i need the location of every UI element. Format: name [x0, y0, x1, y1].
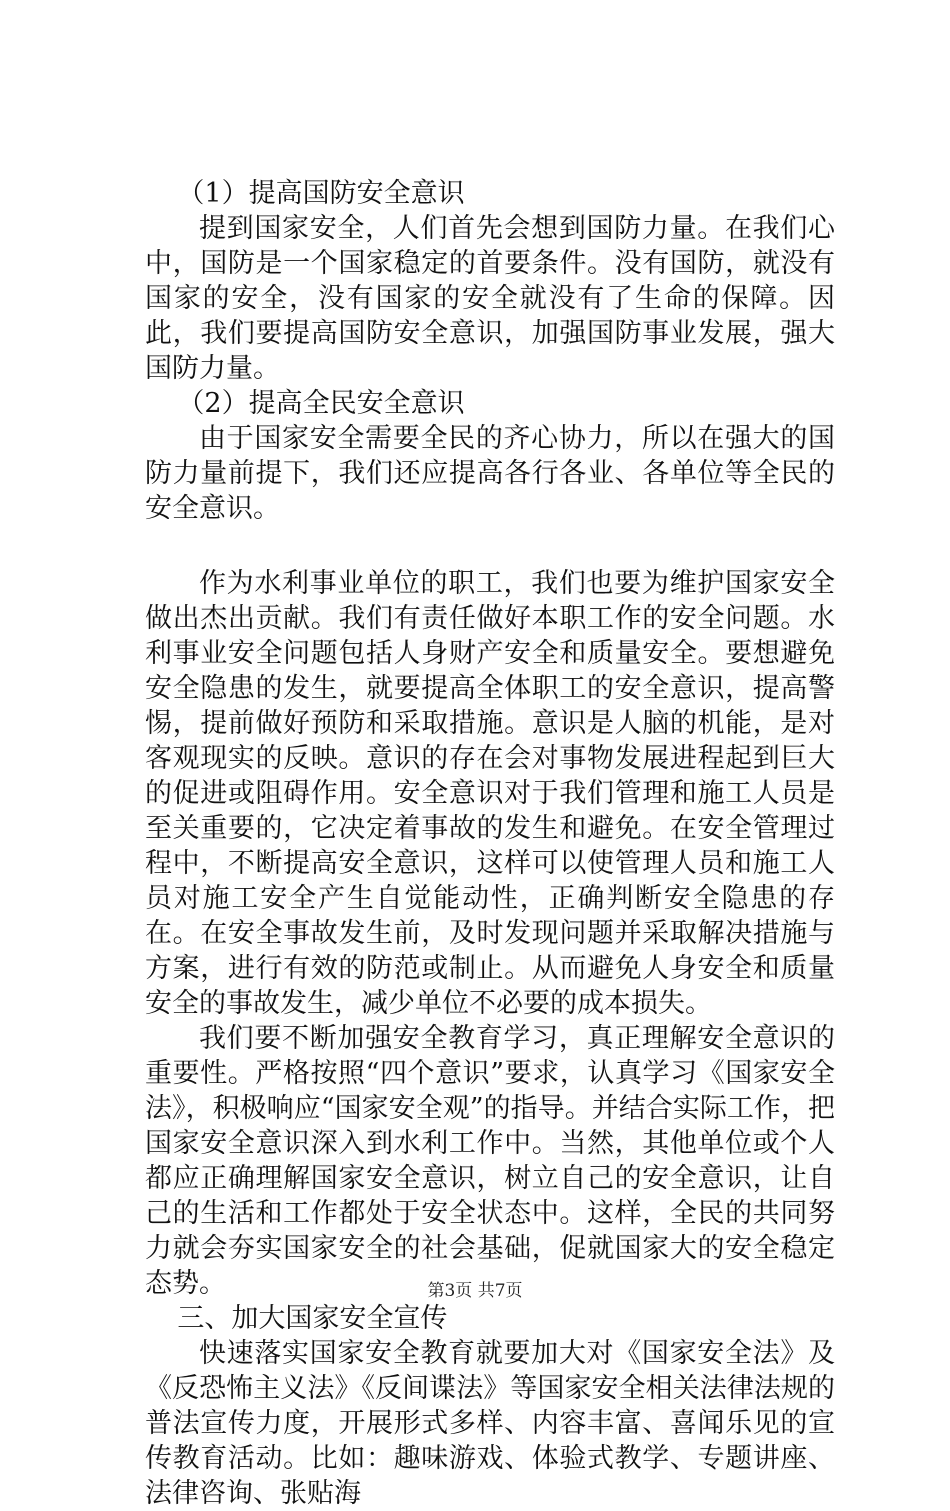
paragraph-spacer — [145, 526, 835, 566]
body-paragraph: 作为水利事业单位的职工，我们也要为维护国家安全做出杰出贡献。我们有责任做好本职工作的安全问题。水利事业安全问题包括人身财产安全和质量安全。要想避免安全隐患的发生，就要提高全体职工的安全意识，提高警惕，提前做好预防和采取措施。意识是人脑的机能，是对客观现实的反映。意识的存在会对事物发展进程起到巨大的促进或阻碍作用。安全意识对于我们管理和施工人员是至关重要的，它决定着事故的发生和避免。在安全管理过程中，不断提高安全意识，这样可以使管理人员和施工人员对施工安全产生自觉能动性，正确判断安全隐患的存在。在安全事故发生前，及时发现问题并采取解决措施与方案，进行有效的防范或制止。从而避免人身安全和质量安全的事故发生，减少单位不必要的成本损失。 — [145, 568, 835, 1019]
section-heading: 三、加大国家安全宣传 — [177, 1303, 448, 1334]
section-heading: （1）提高国防安全意识 — [177, 178, 465, 209]
section-heading: （2）提高全民安全意识 — [177, 388, 465, 419]
body-paragraph: 提到国家安全，人们首先会想到国防力量。在我们心中，国防是一个国家稳定的首要条件。没有国防，就没有国家的安全，没有国家的安全就没有了生命的保障。因此，我们要提高国防安全意识，加强国防事业发展，强大国防力量。 — [145, 213, 835, 384]
page-footer — [0, 1276, 950, 1301]
body-paragraph: 我们要不断加强安全教育学习，真正理解安全意识的重要性。严格按照“四个意识”要求，认真学习《国家安全法》，积极响应“国家安全观”的指导。并结合实际工作，把国家安全意识深入到水利工作中。当然，其他单位或个人都应正确理解国家安全意识，树立自己的安全意识，让自己的生活和工作都处于安全状态中。这样，全民的共同努力就会夯实国家安全的社会基础，促就国家大的安全稳定态势。 — [145, 1023, 835, 1299]
body-paragraph: 快速落实国家安全教育就要加大对《国家安全法》及《反恐怖主义法》《反间谍法》等国家安全相关法律法规的普法宣传力度，开展形式多样、内容丰富、喜闻乐见的宣传教育活动。比如：趣味游戏、体验式教学、专题讲座、法律咨询、张贴海 — [145, 1338, 835, 1509]
document-body — [145, 176, 835, 1511]
body-paragraph: 由于国家安全需要全民的齐心协力，所以在强大的国防力量前提下，我们还应提高各行各业、各单位等全民的安全意识。 — [145, 423, 835, 524]
page-number: 第3页 共7页 — [427, 1281, 523, 1301]
